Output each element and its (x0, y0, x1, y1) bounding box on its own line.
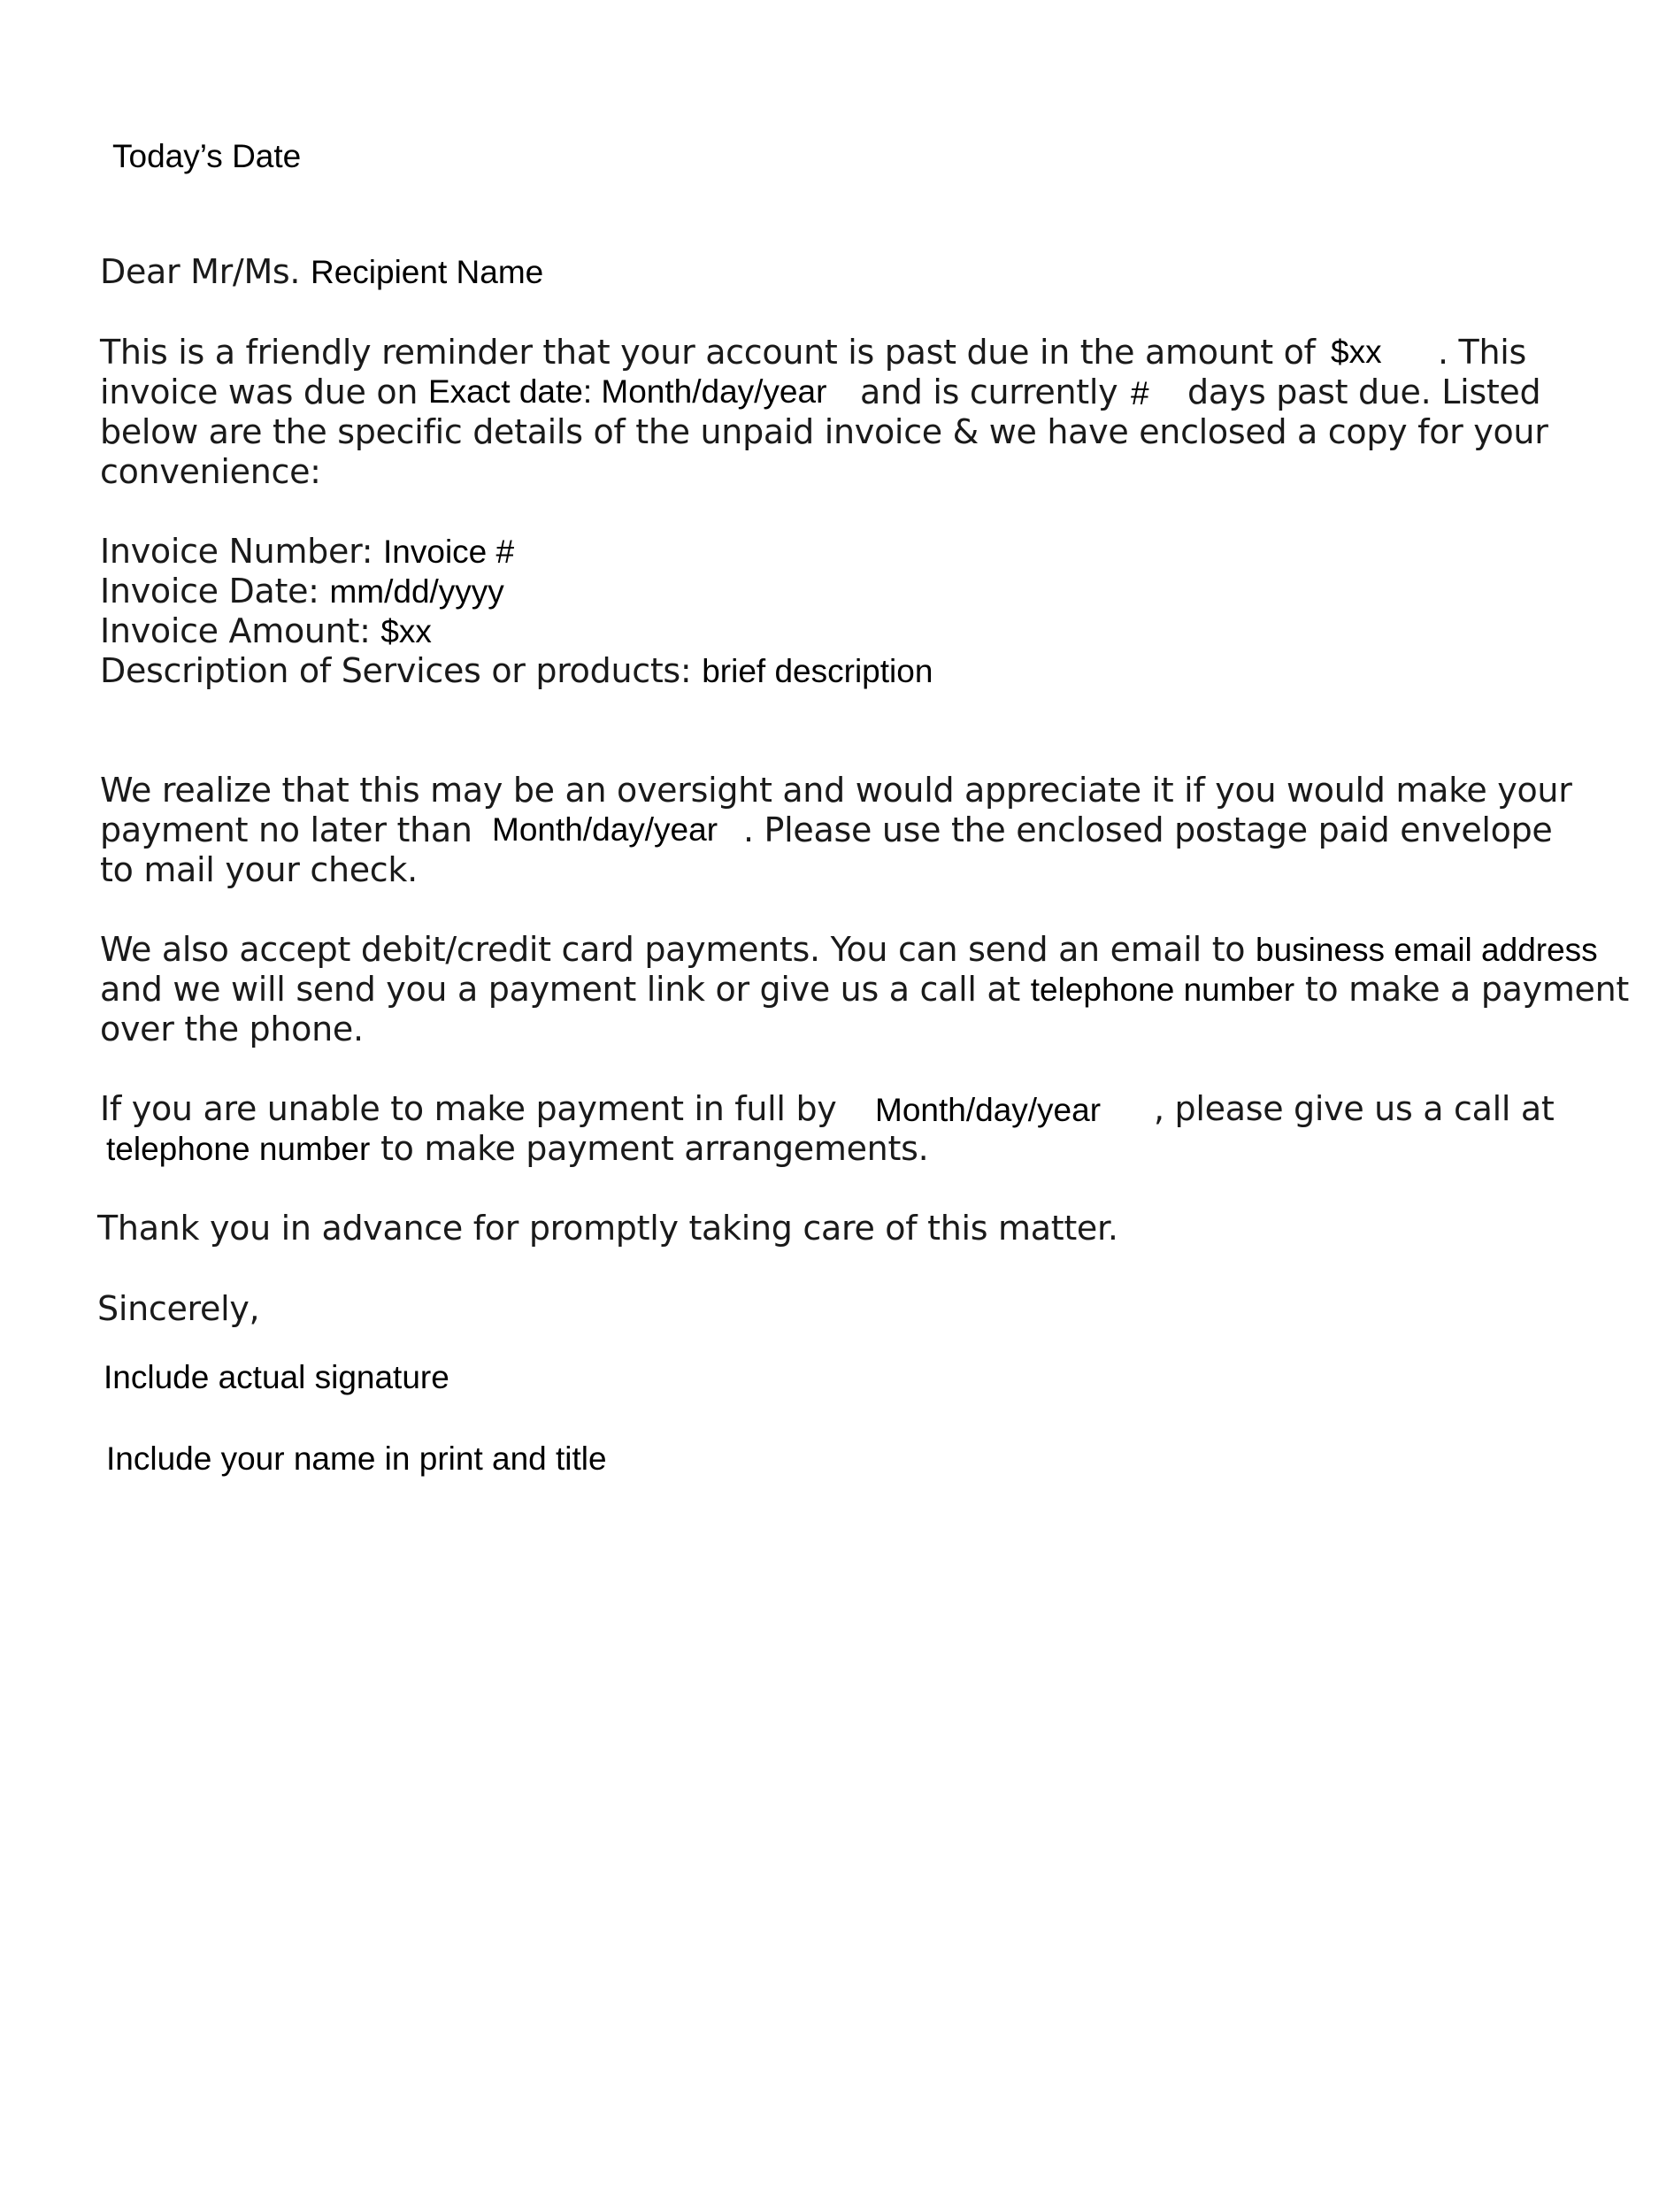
exact-due-date: Exact date: Month/day/year (428, 373, 827, 410)
telephone-number: telephone number (1030, 972, 1295, 1008)
para1-text: This is a friendly reminder that your account is past due in the amount of (100, 333, 1316, 372)
para2-line2: payment no later than (100, 810, 472, 849)
para3-line3: over the phone. (100, 1010, 364, 1048)
invoice-number-line (100, 531, 514, 572)
para1-line2-end: days past due. Listed (1187, 373, 1541, 411)
past-due-amount: $xx (1331, 334, 1382, 370)
closing: Sincerely, (97, 1289, 260, 1328)
para4-text: to make payment arrangements. (380, 1129, 929, 1168)
para1-line3: below are the specific details of the unpaid invoice & we have enclosed a copy for your (100, 412, 1548, 451)
para2-line1: We realize that this may be an oversight and would appreciate it if you would make your (100, 771, 1572, 810)
signature-placeholder: Include actual signature (104, 1359, 449, 1395)
para1-line1 (100, 332, 1316, 373)
full-payment-date: Month/day/year (875, 1092, 1102, 1128)
description-value: brief description (702, 653, 933, 689)
para3-text: and we will send you a payment link or give us a call at (100, 970, 1020, 1009)
invoice-amount-value: $xx (380, 613, 432, 649)
para3-line2 (100, 969, 1629, 1010)
invoice-number-label: Invoice Number: (100, 532, 373, 571)
invoice-amount-label: Invoice Amount: (100, 611, 371, 650)
telephone-number: telephone number (106, 1131, 371, 1167)
days-past-due: # (1131, 375, 1149, 411)
recipient-name: Recipient Name (310, 254, 544, 290)
para3-line1 (100, 929, 1598, 971)
para1-line2 (100, 372, 418, 412)
invoice-date-line (100, 571, 504, 612)
name-title-placeholder: Include your name in print and title (106, 1440, 607, 1477)
salutation-line (100, 251, 543, 293)
pay-by-date: Month/day/year (492, 811, 718, 848)
description-label: Description of Services or products: (100, 651, 692, 690)
para3-text: We also accept debit/credit card payments. You can send an email to (100, 930, 1246, 969)
para4-line2 (106, 1128, 928, 1170)
para4-line1: If you are unable to make payment in full by (100, 1089, 837, 1128)
para2-line3: to mail your check. (100, 850, 418, 889)
invoice-date-label: Invoice Date: (100, 572, 319, 611)
invoice-number-value: Invoice # (383, 534, 515, 570)
para1-line4: convenience: (100, 452, 321, 491)
invoice-date-value: mm/dd/yyyy (329, 573, 504, 610)
para3-text: to make a payment (1304, 970, 1629, 1009)
invoice-amount-line (100, 611, 432, 652)
para4-line1-end: , please give us a call at (1154, 1089, 1555, 1128)
description-line (100, 650, 933, 692)
para1-line2-mid: and is currently (860, 373, 1118, 411)
salutation-prefix: Dear Mr/Ms. (100, 252, 301, 291)
date-placeholder: Today’s Date (112, 138, 302, 174)
para1-line1-end: . This (1438, 333, 1527, 372)
thanks-line: Thank you in advance for promptly taking care of this matter. (97, 1209, 1118, 1248)
para2-line2-end: . Please use the enclosed postage paid envelope (743, 810, 1553, 849)
para1-text: invoice was due on (100, 373, 419, 411)
business-email: business email address (1256, 932, 1598, 968)
